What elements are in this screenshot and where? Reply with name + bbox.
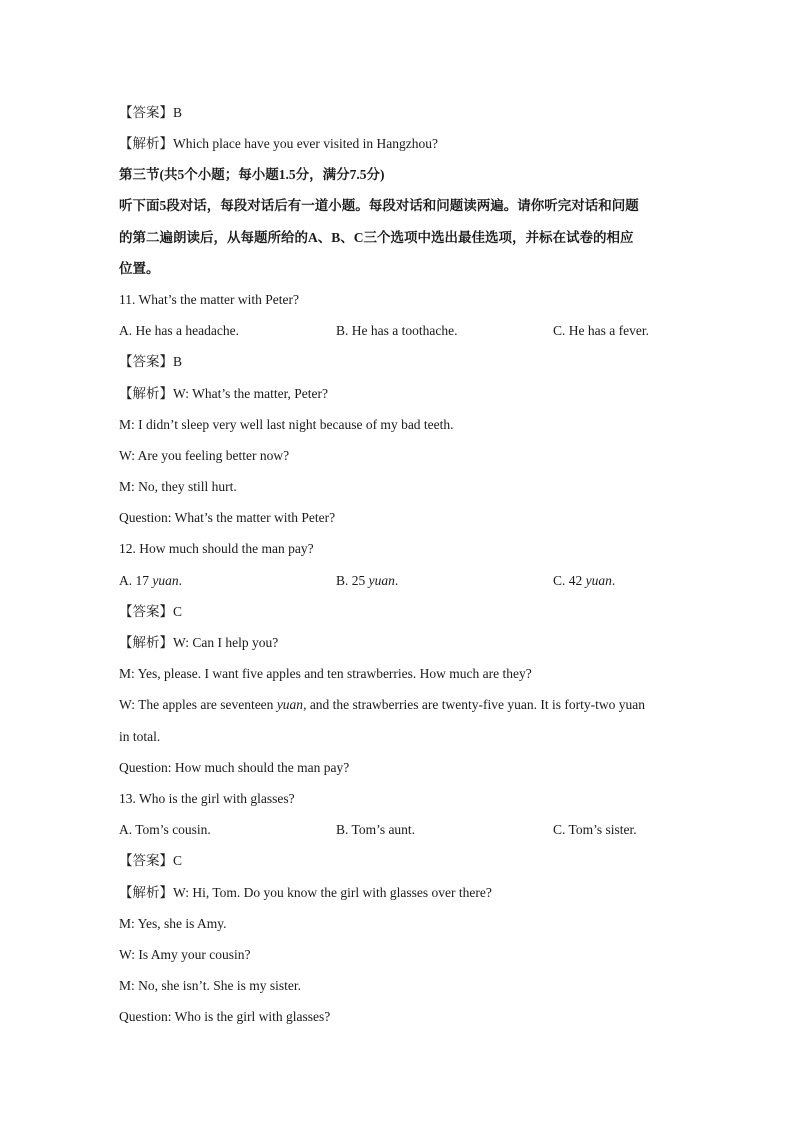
- question-13-options: [119, 821, 684, 839]
- question-12: 12. How much should the man pay?: [119, 541, 314, 556]
- dialog-line: W: Is Amy your cousin?: [119, 947, 251, 962]
- answer-label: 【答案】B: [119, 105, 183, 120]
- option-c: C. 42 yuan.: [553, 573, 616, 588]
- option-a: A. He has a headache.: [119, 323, 239, 338]
- dialog-line: M: Yes, she is Amy.: [119, 916, 227, 931]
- option-c: C. He has a fever.: [553, 323, 649, 338]
- dialog-question: Question: What’s the matter with Peter?: [119, 510, 336, 525]
- analysis-text: 【解析】W: What’s the matter, Peter?: [119, 386, 329, 401]
- option-b: B. 25 yuan.: [336, 573, 399, 588]
- option-c: C. Tom’s sister.: [553, 822, 637, 837]
- dialog-line: M: No, they still hurt.: [119, 479, 237, 494]
- dialog-question: Question: Who is the girl with glasses?: [119, 1009, 331, 1024]
- dialog-line: W: Are you feeling better now?: [119, 448, 290, 463]
- option-a: A. Tom’s cousin.: [119, 822, 211, 837]
- option-b: B. Tom’s aunt.: [336, 822, 416, 837]
- question-12-options: [119, 572, 684, 590]
- analysis-text: 【解析】W: Can I help you?: [119, 635, 279, 650]
- dialog-line: W: The apples are seventeen yuan, and the strawberries are twenty-five yuan. It is forty-two yuan: [119, 697, 645, 712]
- analysis-text: 【解析】Which place have you ever visited in Hangzhou?: [119, 136, 439, 151]
- question-13: 13. Who is the girl with glasses?: [119, 791, 295, 806]
- dialog-line: M: Yes, please. I want five apples and ten strawberries. How much are they?: [119, 666, 532, 681]
- section-instructions: 的第二遍朗读后，从每题所给的A、B、C三个选项中选出最佳选项，并标在试卷的相应: [119, 230, 634, 245]
- option-b: B. He has a toothache.: [336, 323, 458, 338]
- dialog-line: M: No, she isn’t. She is my sister.: [119, 978, 302, 993]
- section-instructions: 位置。: [119, 261, 160, 276]
- analysis-text: 【解析】W: Hi, Tom. Do you know the girl with glasses over there?: [119, 885, 492, 900]
- answer-label: 【答案】C: [119, 604, 183, 619]
- dialog-question: Question: How much should the man pay?: [119, 760, 350, 775]
- option-a: A. 17 yuan.: [119, 573, 182, 588]
- answer-label: 【答案】B: [119, 354, 183, 369]
- answer-label: 【答案】C: [119, 853, 183, 868]
- dialog-line: in total.: [119, 729, 161, 744]
- section-instructions: 听下面5段对话，每段对话后有一道小题。每段对话和问题读两遍。请你听完对话和问题: [119, 198, 639, 213]
- dialog-line: M: I didn’t sleep very well last night because of my bad teeth.: [119, 417, 454, 432]
- question-11-options: [119, 322, 684, 340]
- question-11: 11. What’s the matter with Peter?: [119, 292, 299, 307]
- section-heading: 第三节(共5个小题；每小题1.5分，满分7.5分): [119, 167, 385, 182]
